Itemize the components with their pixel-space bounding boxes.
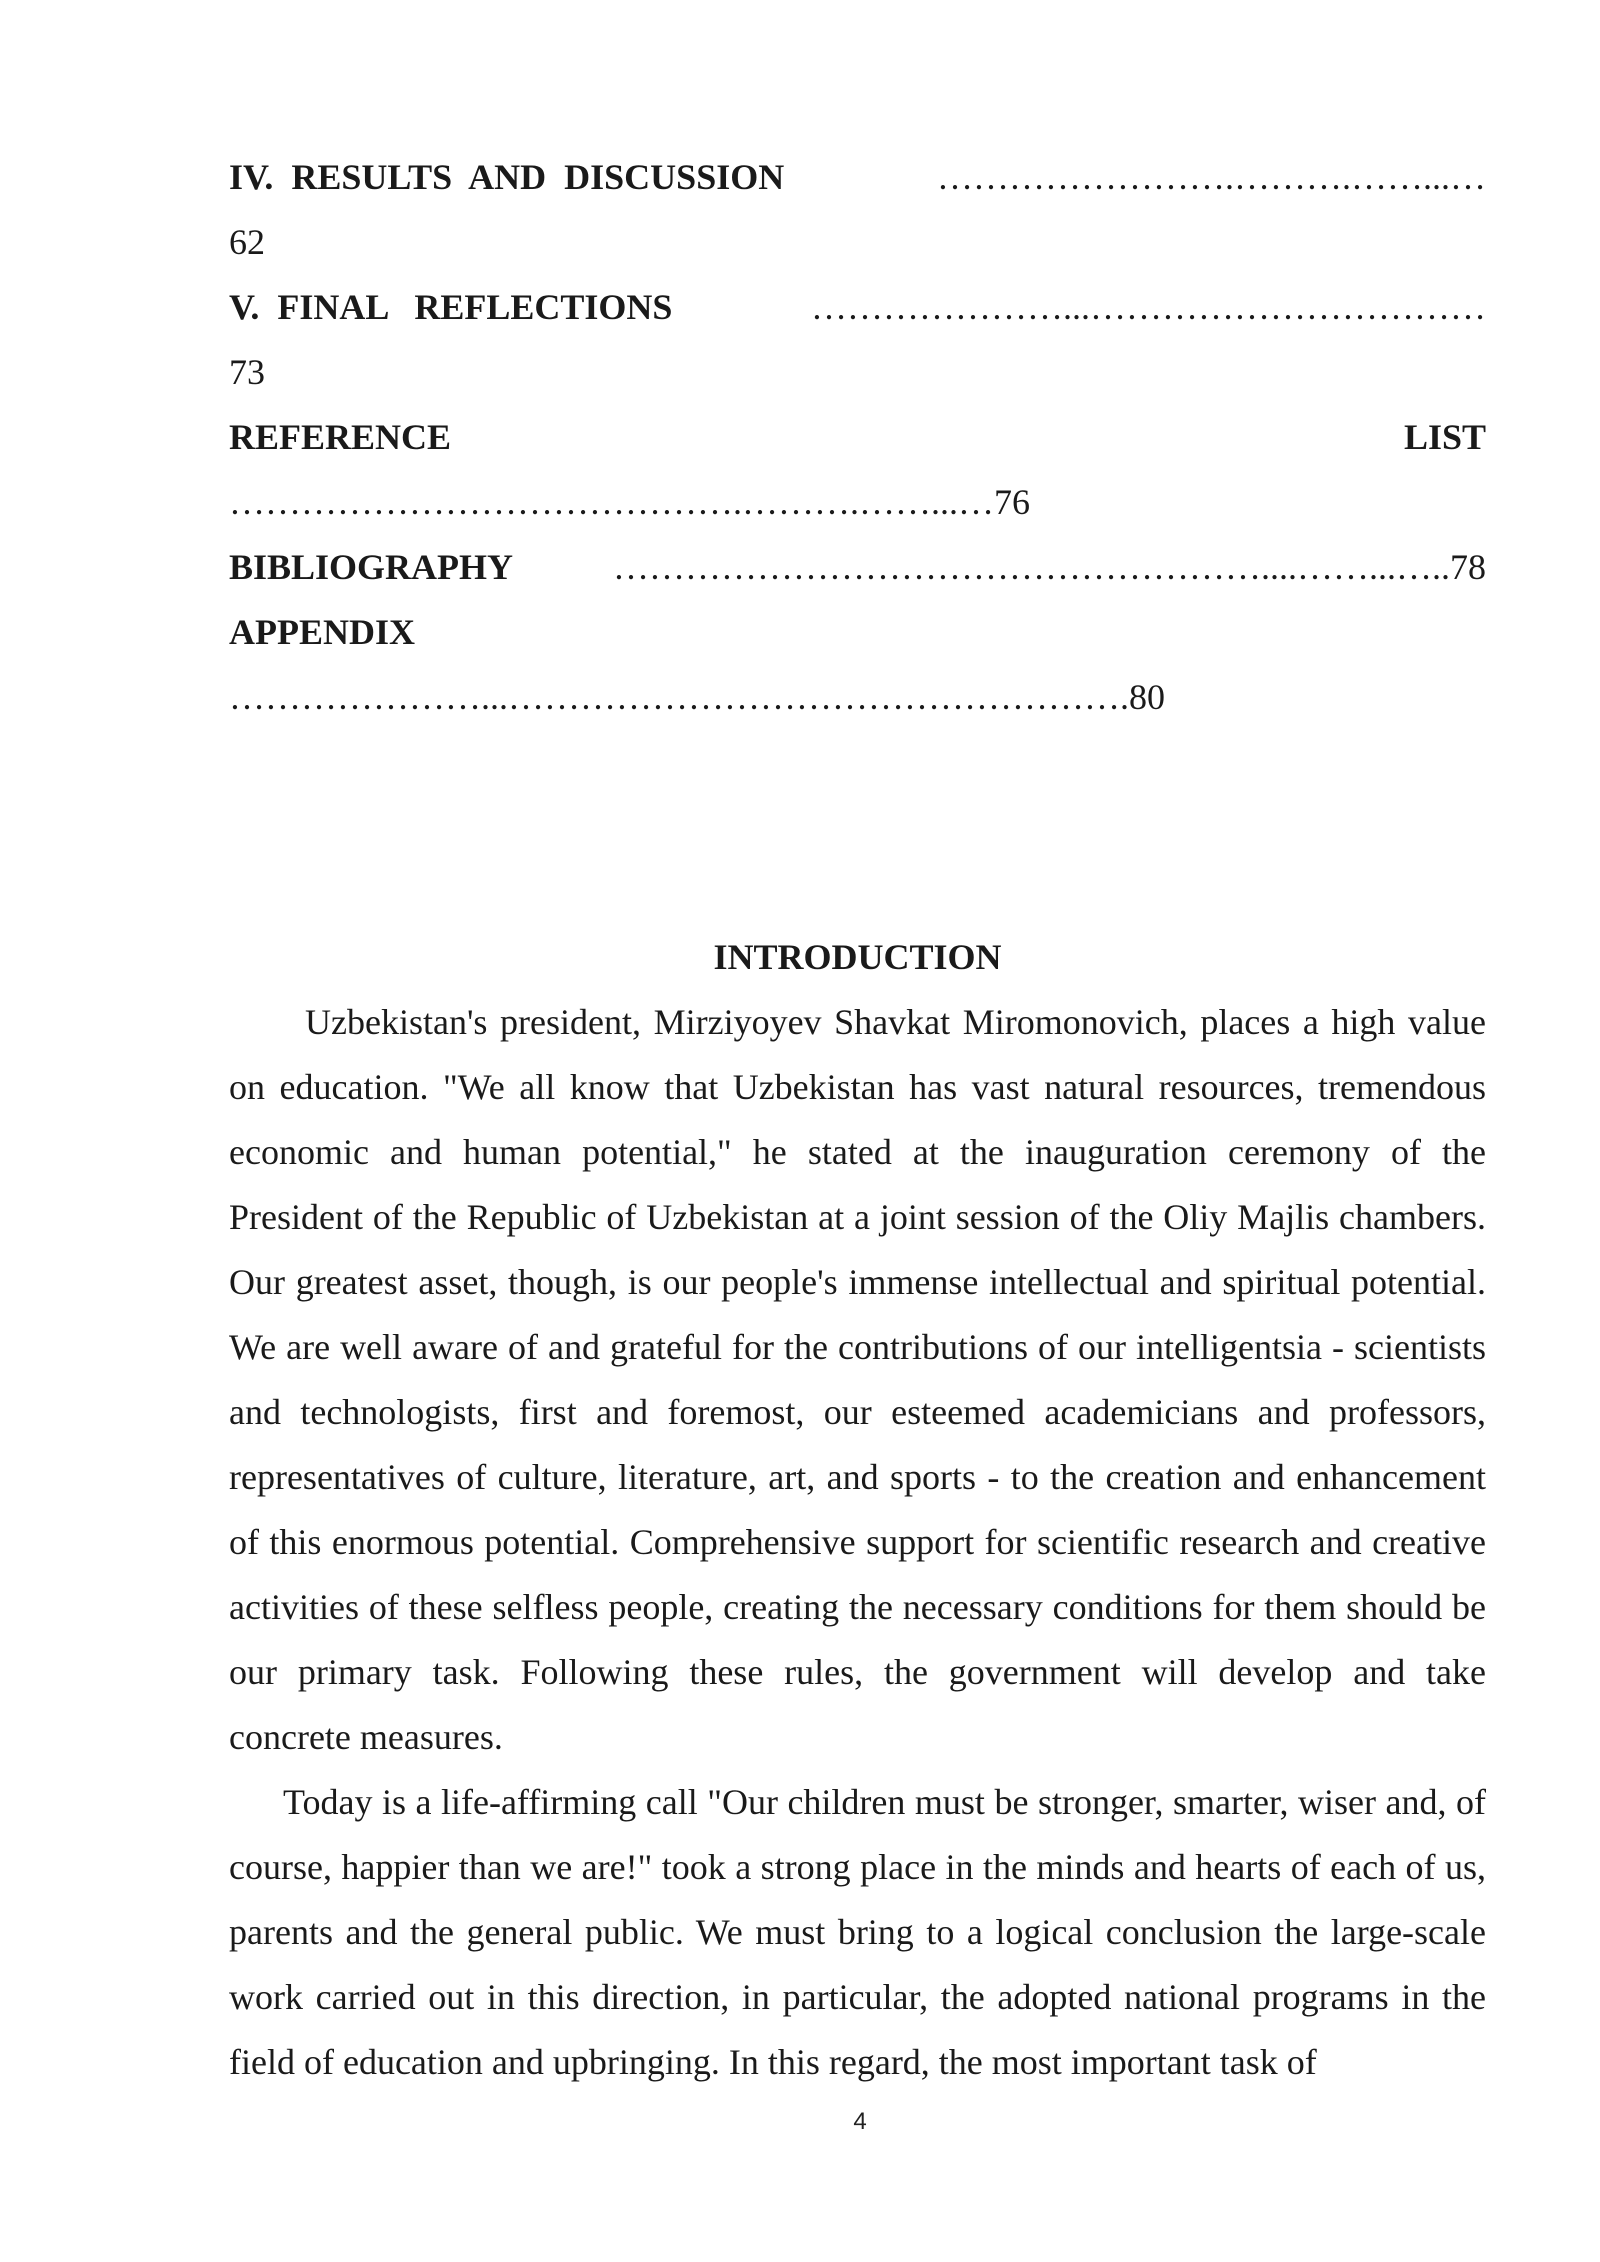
toc-entry-leader-dots: …………………….……….……...…: [937, 157, 1486, 197]
toc-entry-results-and-discussion: [229, 145, 1486, 210]
toc-entry-page-number: 73: [229, 352, 265, 392]
toc-entry-label: BIBLIOGRAPHY: [229, 547, 521, 587]
toc-entry-label-right: LIST: [1403, 417, 1486, 457]
toc-entry-reference-list: [229, 405, 1486, 470]
body-paragraph: Today is a life-affirming call "Our children must be stronger, smarter, wiser and, of course, happier than we are!" took a strong place in the minds and hearts of each of us, parents and the general public. We must bring to a logical conclusion the large-scale work carried out in this direction, in particular, the adopted national programs in the field of education and upbringing. In this regard, the most important task of: [229, 1782, 1486, 2082]
toc-entry-appendix: APPENDIX: [229, 612, 415, 652]
toc-entry-leader-dots: …………………...……………………………: [811, 287, 1486, 327]
toc-entry-label-left: REFERENCE: [229, 417, 452, 457]
toc-entry-bibliography: [229, 535, 1486, 600]
toc-entry-label: V. FINAL REFLECTIONS: [229, 287, 673, 327]
toc-entry-leader-and-page: …………………………………….……….……...…76: [229, 482, 1030, 522]
toc-entry-final-reflections: [229, 275, 1486, 340]
toc-entry-page-number: 62: [229, 222, 265, 262]
page-content: [229, 145, 1486, 2095]
section-heading-introduction: INTRODUCTION: [713, 937, 1002, 977]
page-number: 4: [853, 2108, 867, 2135]
toc-entry-leader-and-page: ………………………………………………....……...…..78: [613, 547, 1486, 587]
toc-entry-label: IV. RESULTS AND DISCUSSION: [229, 157, 794, 197]
body-paragraph: Uzbekistan's president, Mirziyoyev Shavkat Miromonovich, places a high value on education. "We all know that Uzbekistan has vast natural resources, tremendous economic and human potential," he stated at the inauguration ceremony of the President of the Republic of Uzbekistan at a joint session of the Oliy Majlis chambers. Our greatest asset, though, is our people's immense intellectual and spiritual potential. We are well aware of and grateful for the contributions of our intelligentsia - scientists and technologists, first and foremost, our esteemed academicians and professors, representatives of culture, literature, art, and sports - to the creation and enhancement of this enormous potential. Comprehensive support for scientific research and creative activities of these selfless people, creating the necessary conditions for them should be our primary task. Following these rules, the government will develop and take concrete measures.: [229, 1002, 1486, 1757]
toc-entry-leader-and-page: …………………...…………………………………………….80: [229, 677, 1165, 717]
